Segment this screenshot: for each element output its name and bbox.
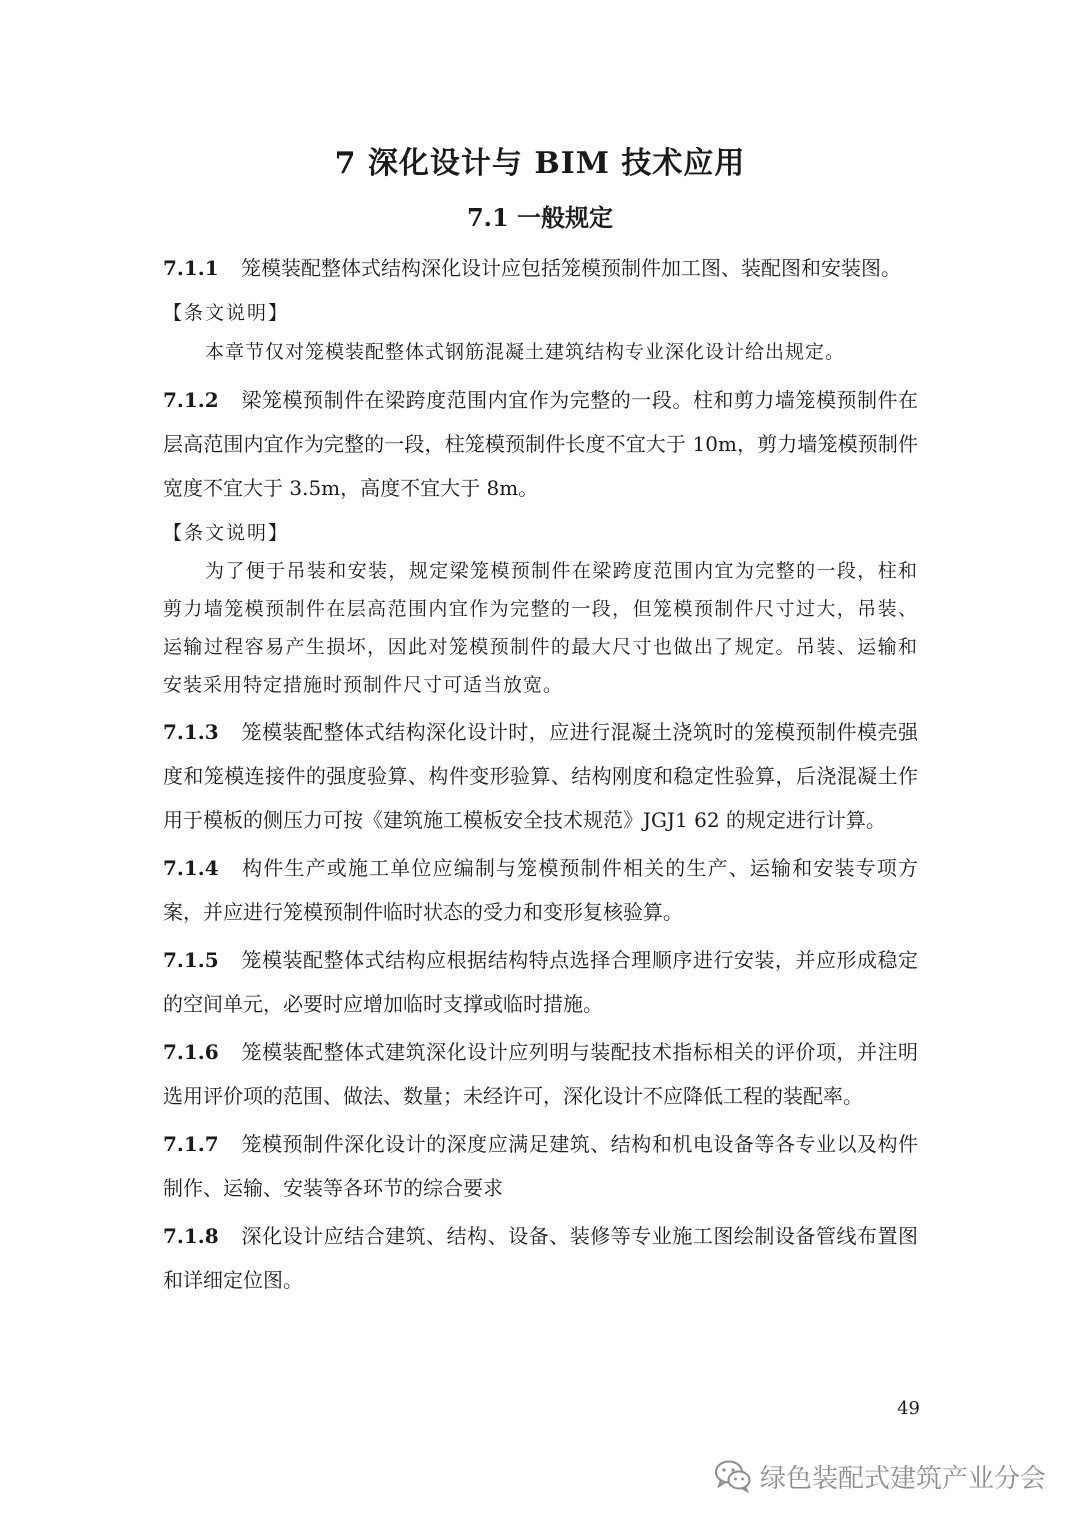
note-text: 本章节仅对笼模装配整体式钢筋混凝土建筑结构专业深化设计给出规定。: [205, 341, 846, 363]
chapter-title: 7 深化设计与 BIM 技术应用: [334, 146, 746, 181]
clause-text: 笼模装配整体式结构应根据结构特点选择合理顺序进行安装，并应形成稳定的空间单元，必要时应增加临时支撑或临时措施。: [163, 948, 918, 1016]
clause-number: 7.1.5: [163, 948, 219, 972]
clause-text: 笼模装配整体式结构深化设计时，应进行混凝土浇筑时的笼模预制件模壳强度和笼模连接件的强度验算、构件变形验算、结构刚度和稳定性验算，后浇混凝土作用于模板的侧压力可按《建筑施工模板安全技术规范》JGJ1 62 的规定进行计算。: [163, 720, 918, 832]
page-number: 49: [897, 1398, 920, 1419]
clause-7-1-2: [163, 378, 918, 510]
section-title: 7.1 一般规定: [466, 203, 614, 232]
clause-text: 梁笼模预制件在梁跨度范围内宜作为完整的一段。柱和剪力墙笼模预制件在层高范围内宜作为完整的一段，柱笼模预制件长度不宜大于 10m，剪力墙笼模预制件宽度不宜大于 3.5m，高度不宜大于 8m。: [163, 388, 918, 500]
clause-text: 深化设计应结合建筑、结构、设备、装修等专业施工图绘制设备管线布置图和详细定位图。: [163, 1224, 918, 1292]
clause-text: 构件生产或施工单位应编制与笼模预制件相关的生产、运输和安装专项方案，并应进行笼模预制件临时状态的受力和变形复核验算。: [163, 856, 918, 924]
document-body: [163, 246, 918, 1306]
clause-number: 7.1.4: [163, 856, 219, 880]
clause-7-1-6: [163, 1030, 918, 1118]
note-text: 为了便于吊装和安装，规定梁笼模预制件在梁跨度范围内宜为完整的一段，柱和剪力墙笼模预制件在层高范围内宜作为完整的一段，但笼模预制件尺寸过大，吊装、运输过程容易产生损坏，因此对笼模预制件的最大尺寸也做出了规定。吊装、运输和安装采用特定措施时预制件尺寸可适当放宽。: [163, 560, 918, 696]
clause-number: 7.1.7: [163, 1132, 219, 1156]
note-label: 【条文说明】: [163, 302, 290, 324]
clause-7-1-7: [163, 1122, 918, 1210]
clause-7-1-8: [163, 1214, 918, 1302]
clause-text: 笼模预制件深化设计的深度应满足建筑、结构和机电设备等各专业以及构件制作、运输、安装等各环节的综合要求: [163, 1132, 918, 1200]
clause-text: 笼模装配整体式建筑深化设计应列明与装配技术指标相关的评价项，并注明选用评价项的范围、做法、数量；未经许可，深化设计不应降低工程的装配率。: [163, 1040, 918, 1108]
clause-number: 7.1.8: [163, 1224, 219, 1248]
wechat-icon: [714, 1459, 752, 1493]
watermark-text: 绿色装配式建筑产业分会: [759, 1463, 1046, 1494]
clause-7-1-1: [163, 246, 918, 290]
clause-text: 笼模装配整体式结构深化设计应包括笼模预制件加工图、装配图和安装图。: [241, 256, 901, 280]
clause-7-1-5: [163, 938, 918, 1026]
clause-7-1-3: [163, 710, 918, 842]
watermark: [714, 1456, 1046, 1496]
clause-number: 7.1.1: [163, 256, 219, 280]
clause-7-1-4: [163, 846, 918, 934]
note-label: 【条文说明】: [163, 522, 290, 544]
clause-number: 7.1.2: [163, 388, 219, 412]
clause-number: 7.1.6: [163, 1040, 219, 1064]
clause-number: 7.1.3: [163, 720, 219, 744]
